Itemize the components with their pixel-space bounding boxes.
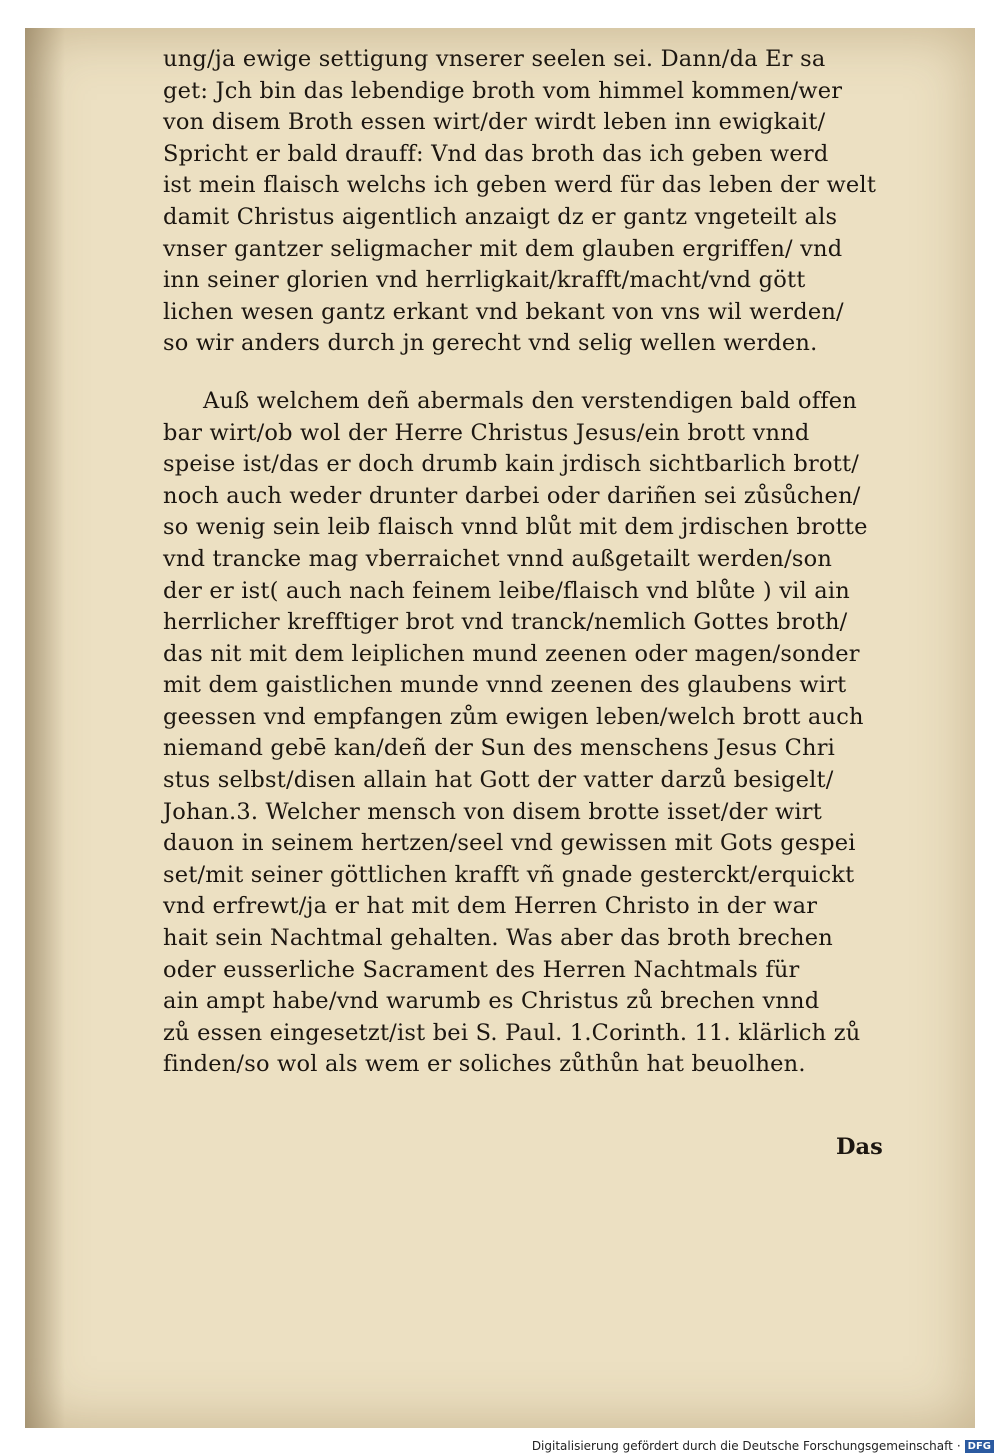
text-line: vnser gantzer seligmacher mit dem glauben ergriffen/ vnd	[163, 235, 843, 262]
text-line: vnd trancke mag vberraichet vnnd außgetailt werden/son	[163, 545, 833, 572]
dfg-logo: DFG	[965, 1440, 994, 1453]
text-line: zů essen eingesetzt/ist bei S. Paul. 1.Corinth. 11. klärlich zů	[163, 1019, 861, 1046]
text-line: niemand gebē kan/deñ der Sun des menschens Jesus Chri	[163, 735, 836, 762]
text-line: so wenig sein leib flaisch vnnd blůt mit dem jrdischen brotte	[163, 514, 868, 541]
text-line: vnd erfrewt/ja er hat mit dem Herren Christo in der war	[163, 893, 818, 920]
text-line: so wir anders durch jn gerecht vnd selig wellen werden.	[163, 330, 818, 357]
text-line: inn seiner glorien vnd herrligkait/krafft/macht/vnd gött	[163, 267, 806, 294]
text-line: stus selbst/disen allain hat Gott der vatter darzů besigelt/	[163, 767, 834, 794]
text-line: ain ampt habe/vnd warumb es Christus zů brechen vnnd	[163, 988, 820, 1015]
paragraph-1	[163, 44, 923, 360]
text-line: herrlicher krefftiger brot vnd tranck/nemlich Gottes broth/	[163, 609, 848, 636]
text-line: Johan.3. Welcher mensch von disem brotte isset/der wirt	[163, 798, 822, 825]
text-line: dauon in seinem hertzen/seel vnd gewissen mit Gots gespei	[163, 830, 856, 857]
digitization-credit	[532, 1439, 994, 1453]
text-line: oder eusserliche Sacrament des Herren Nachtmals für	[163, 956, 800, 983]
text-line: speise ist/das er doch drumb kain jrdisch sichtbarlich brott/	[163, 451, 859, 478]
paragraph-2	[163, 386, 923, 1081]
text-line: Spricht er bald drauff: Vnd das broth das ich geben werd	[163, 140, 829, 167]
text-line: ist mein flaisch welchs ich geben werd für das leben der welt	[163, 172, 877, 199]
text-line: get: Jch bin das lebendige broth vom himmel kommen/wer	[163, 77, 843, 104]
text-line: hait sein Nachtmal gehalten. Was aber das broth brechen	[163, 925, 833, 952]
text-line: geessen vnd empfangen zům ewigen leben/welch brott auch	[163, 703, 864, 730]
text-line: ung/ja ewige settigung vnserer seelen sei. Dann/da Er sa	[163, 46, 826, 72]
text-line: finden/so wol als wem er soliches zůthůn hat beuolhen.	[163, 1051, 806, 1078]
text-line: mit dem gaistlichen munde vnnd zeenen des glaubens wirt	[163, 672, 847, 699]
text-block	[163, 44, 923, 1081]
text-line: lichen wesen gantz erkant vnd bekant von vns wil werden/	[163, 298, 844, 325]
text-line: noch auch weder drunter darbei oder dariñen sei zůsůchen/	[163, 482, 861, 509]
text-line: Auß welchem deñ abermals den verstendigen bald offen	[203, 387, 857, 414]
credit-text: Digitalisierung gefördert durch die Deutsche Forschungsgemeinschaft	[531, 1439, 953, 1453]
credit-separator: ·	[956, 1439, 961, 1453]
text-line: bar wirt/ob wol der Herre Christus Jesus/ein brott vnnd	[163, 419, 810, 446]
text-line: set/mit seiner göttlichen krafft vñ gnade gesterckt/erquickt	[163, 861, 855, 888]
binding-shadow	[25, 28, 65, 1428]
text-line: von disem Broth essen wirt/der wirdt leben inn ewigkait/	[163, 109, 826, 136]
catchword: Das	[836, 1134, 883, 1160]
text-line: das nit mit dem leiplichen mund zeenen oder magen/sonder	[163, 640, 860, 667]
text-line: der er ist( auch nach feinem leibe/flaisch vnd blůte ) vil ain	[163, 577, 850, 604]
text-line: damit Christus aigentlich anzaigt dz er gantz vngeteilt als	[163, 203, 838, 230]
paragraph-gap	[163, 360, 923, 386]
